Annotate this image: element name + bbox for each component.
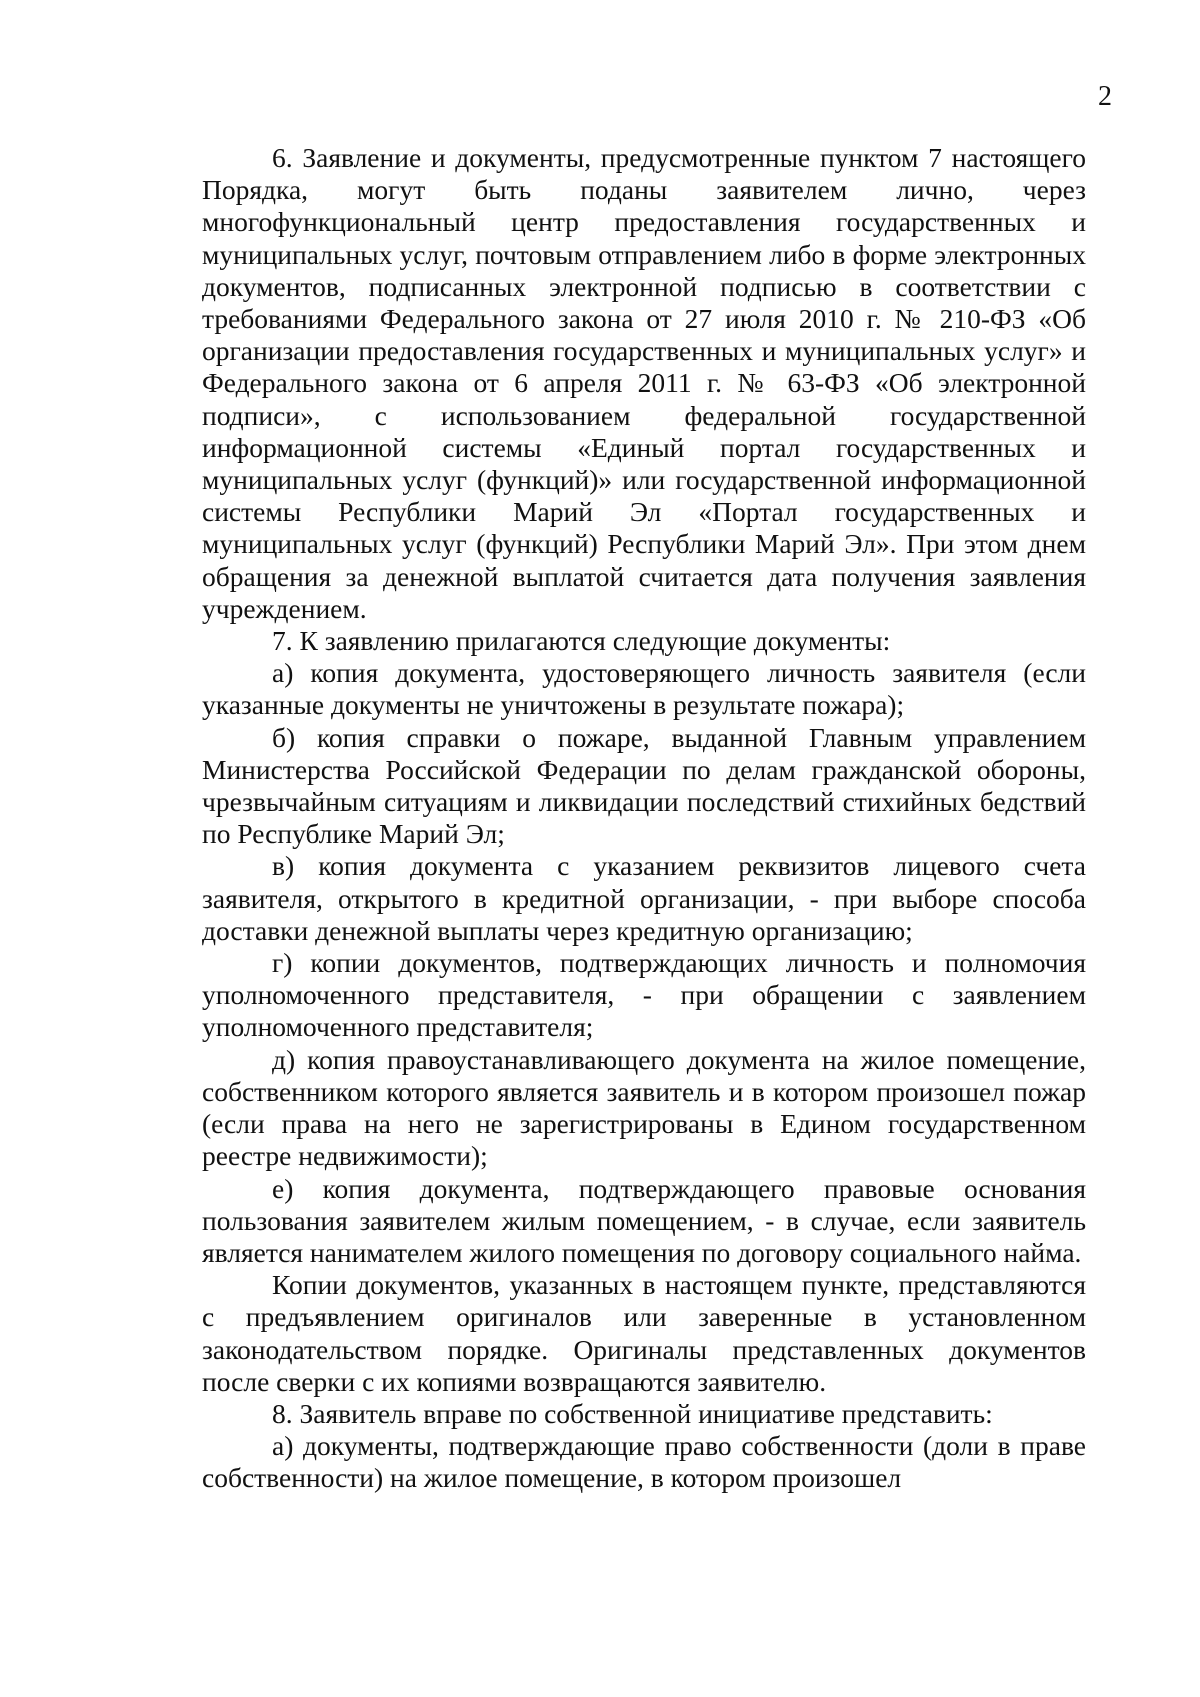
paragraph-7-a: а) копия документа, удостоверяющего личность заявителя (если указанные документы не уничтожены в результате пожара); — [202, 657, 1086, 721]
paragraph-7-d: д) копия правоустанавливающего документа на жилое помещение, собственником которого является заявитель и в котором произошел пожар (если права на него не зарегистрированы в Едином государственном реестре недвижимости); — [202, 1043, 1086, 1172]
document-body — [202, 142, 1086, 1495]
paragraph-8: 8. Заявитель вправе по собственной инициативе представить: — [272, 1397, 993, 1429]
paragraph-6: 6. Заявление и документы, предусмотренные пунктом 7 настоящего Порядка, могут быть поданы заявителем лично, через многофункциональный центр предоставления государственных и муниципальных услуг, почтовым отправлением либо в форме электронных документов, подписанных электронной подписью в соответствии с требованиями Федерального закона от 27 июля 2010 г. № 210-ФЗ «Об организации предоставления государственных и муниципальных услуг» и Федерального закона от 6 апреля 2011 г. № 63-ФЗ «Об электронной подписи», с использованием федеральной государственной информационной системы «Единый портал государственных и муниципальных услуг (функций)» или государственной информационной системы Республики Марий Эл «Портал государственных и муниципальных услуг (функций) Республики Марий Эл». При этом днем обращения за денежной выплатой считается дата получения заявления учреждением. — [202, 142, 1086, 624]
page-number: 2 — [1098, 81, 1112, 112]
paragraph-7-g: г) копии документов, подтверждающих личность и полномочия уполномоченного представителя, - при обращении с заявлением уполномоченного представителя; — [202, 947, 1086, 1043]
paragraph-7: 7. К заявлению прилагаются следующие документы: — [272, 625, 891, 657]
paragraph-7-e: е) копия документа, подтверждающего правовые основания пользования заявителем жилым помещением, - в случае, если заявитель является нанимателем жилого помещения по договору социального найма. — [202, 1172, 1086, 1268]
paragraph-7-copies: Копии документов, указанных в настоящем пункте, представляются с предъявлением оригиналов или заверенные в установленном законодательством порядке. Оригиналы представленных документов после сверки с их копиями возвращаются заявителю. — [202, 1269, 1086, 1397]
paragraph-8-a: а) документы, подтверждающие право собственности (доли в праве собственности) на жилое помещение, в котором произошел — [202, 1430, 1086, 1494]
paragraph-7-v: в) копия документа с указанием реквизитов лицевого счета заявителя, открытого в кредитной организации, - при выборе способа доставки денежной выплаты через кредитную организацию; — [202, 850, 1086, 946]
paragraph-7-b: б) копия справки о пожаре, выданной Главным управлением Министерства Российской Федерации по делам гражданской обороны, чрезвычайным ситуациям и ликвидации последствий стихийных бедствий по Республике Марий Эл; — [202, 721, 1086, 850]
